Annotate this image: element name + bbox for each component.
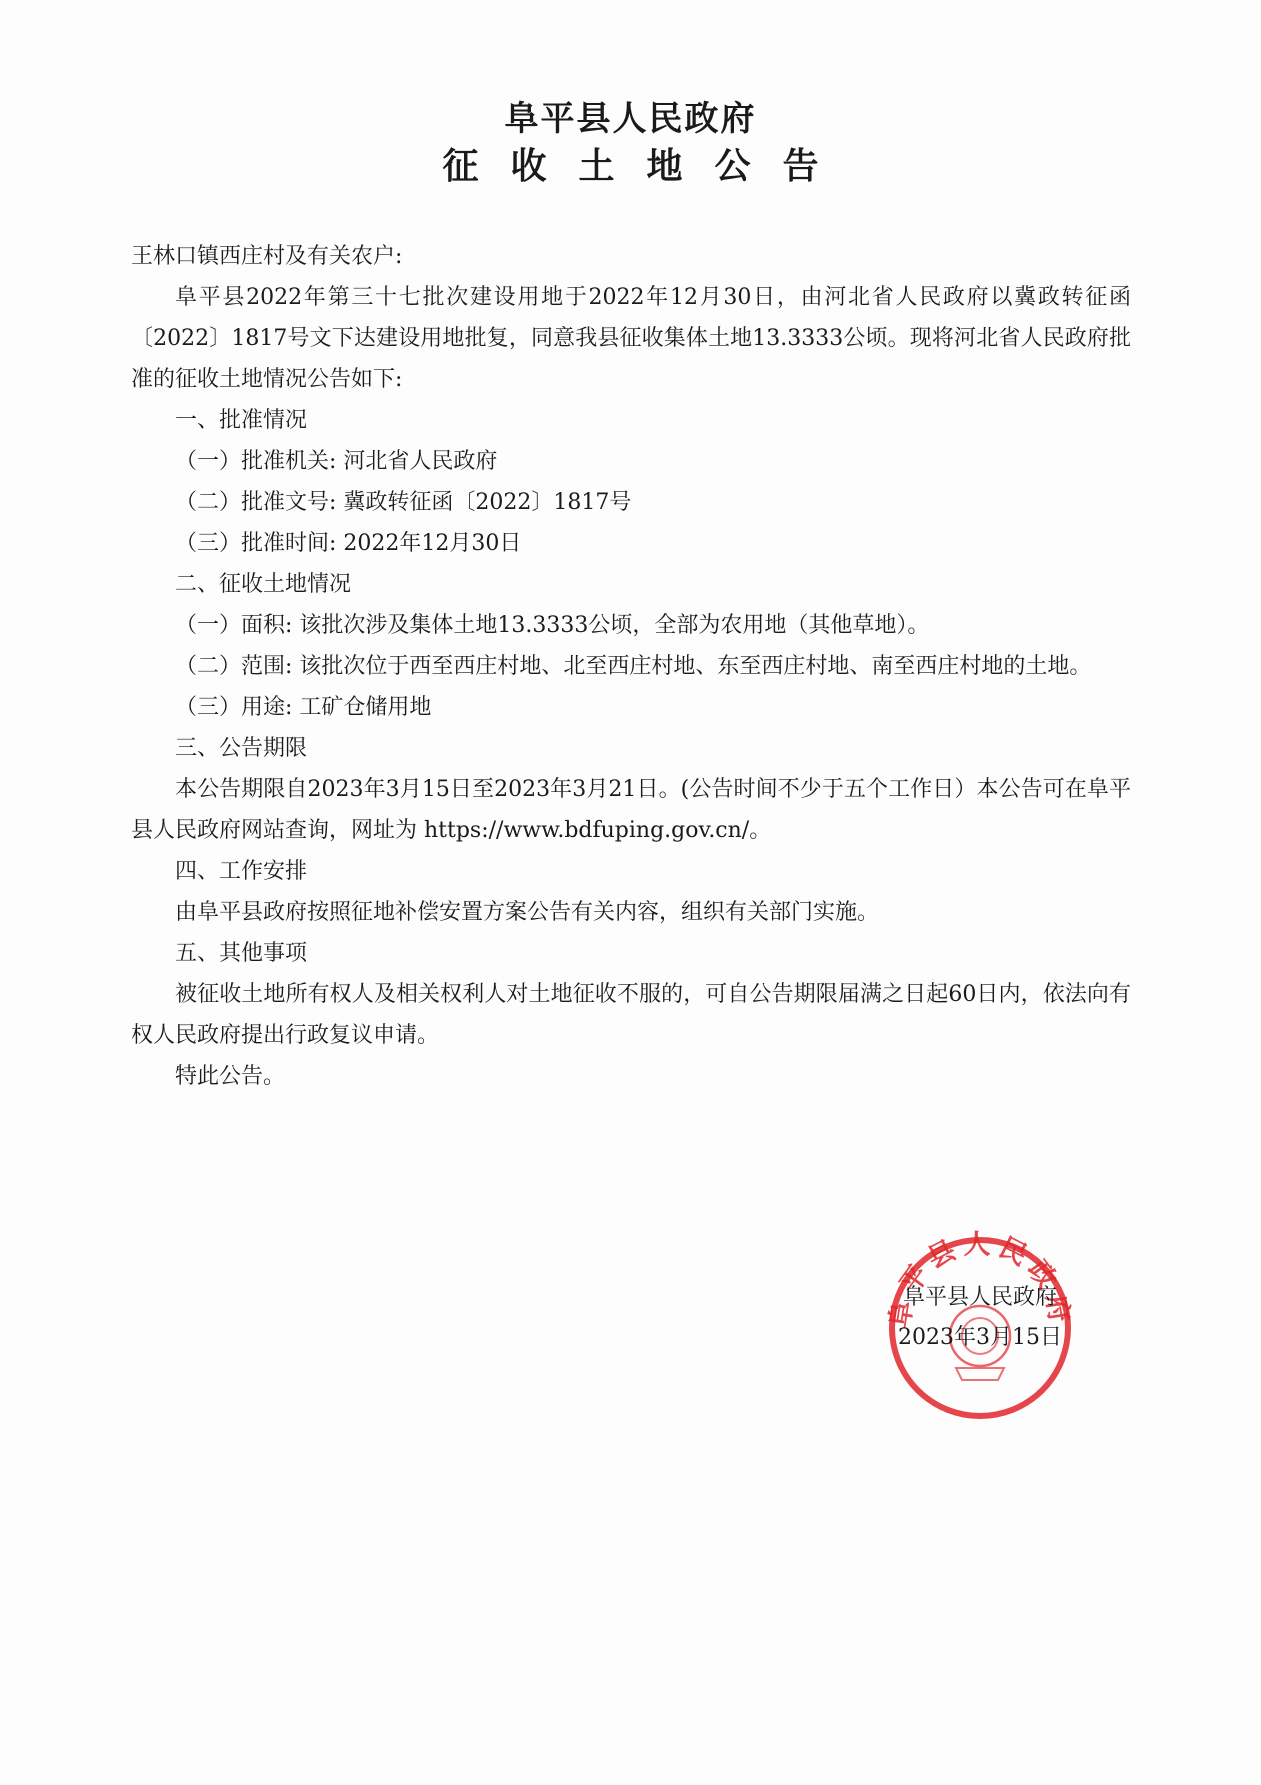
- signature-date: 2023年3月15日: [898, 1325, 1062, 1350]
- addressee: 王林口镇西庄村及有关农户:: [131, 244, 403, 269]
- notice-period: 本公告期限自2023年3月15日至2023年3月21日。(公告时间不少于五个工作日）本公告可在阜平县人民政府网站查询，网址为 https://www.bdfuping.gov.cn/。: [131, 777, 1131, 843]
- signature-organization: 阜平县人民政府: [902, 1285, 1057, 1310]
- document-issuer-title: 阜平县人民政府: [504, 99, 757, 139]
- document-body: [131, 236, 1131, 1097]
- seal-text: 阜平县人民政府: [884, 1229, 1076, 1331]
- section-heading-other: 五、其他事项: [175, 941, 308, 966]
- approval-document-number: （二）批准文号: 冀政转征函〔2022〕1817号: [175, 490, 632, 515]
- document-title: 征收土地公告: [442, 145, 851, 187]
- approval-authority: （一）批准机关: 河北省人民政府: [175, 449, 498, 474]
- intro-paragraph: 阜平县2022年第三十七批次建设用地于2022年12月30日，由河北省人民政府以冀政转征函〔2022〕1817号文下达建设用地批复，同意我县征收集体土地13.3333公顷。现将河北省人民政府批准的征收土地情况公告如下:: [131, 285, 1131, 392]
- section-heading-land: 二、征收土地情况: [175, 572, 352, 597]
- svg-text:阜平县人民政府: [885, 1229, 1076, 1330]
- closing-line: 特此公告。: [175, 1064, 286, 1089]
- section-heading-period: 三、公告期限: [175, 736, 308, 761]
- land-area: （一）面积: 该批次涉及集体土地13.3333公顷，全部为农用地（其他草地）。: [175, 613, 930, 638]
- approval-date: （三）批准时间: 2022年12月30日: [175, 531, 522, 556]
- land-use: （三）用途: 工矿仓储用地: [175, 695, 432, 720]
- other-matters: 被征收土地所有权人及相关权利人对土地征收不服的，可自公告期限届满之日起60日内，依法向有权人民政府提出行政复议申请。: [131, 982, 1131, 1048]
- work-arrangement: 由阜平县政府按照征地补偿安置方案公告有关内容，组织有关部门实施。: [175, 900, 880, 925]
- section-heading-arrangement: 四、工作安排: [175, 859, 308, 884]
- land-scope: （二）范围: 该批次位于西至西庄村地、北至西庄村地、东至西庄村地、南至西庄村地的土地。: [175, 654, 1092, 679]
- section-heading-approval: 一、批准情况: [175, 408, 308, 433]
